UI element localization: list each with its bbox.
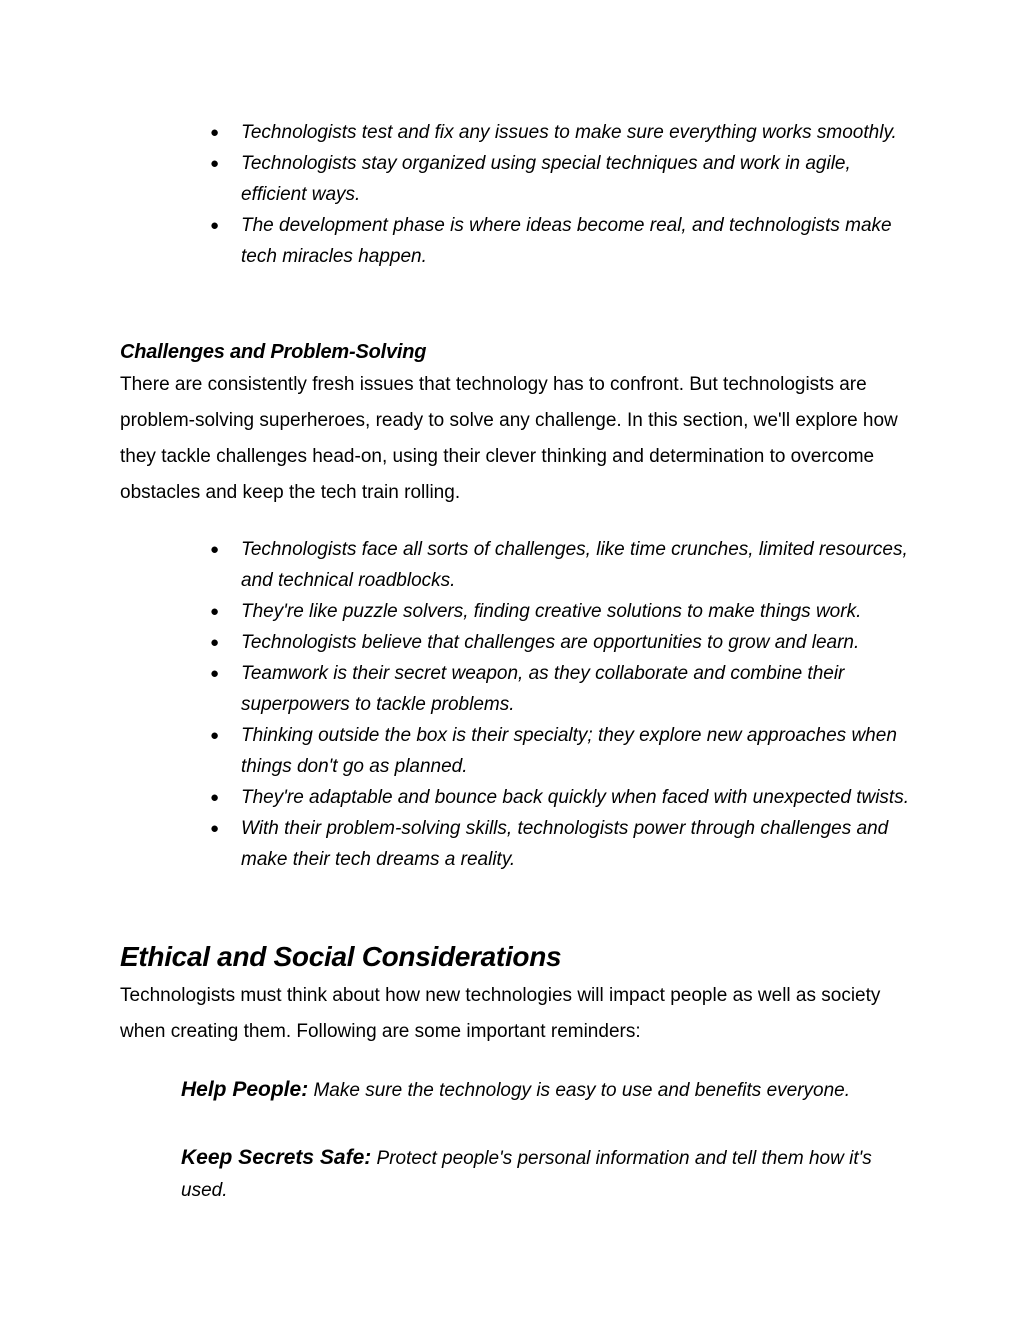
bullet-icon: ●	[210, 155, 220, 172]
bullet-icon: ●	[210, 541, 220, 558]
challenges-heading: Challenges and Problem-Solving	[120, 341, 427, 363]
bullet-icon: ●	[210, 124, 220, 141]
list-item-text: Technologists face all sorts of challenges, like time crunches, limited resources, and technical roadblocks.	[241, 539, 908, 591]
list-item-text: The development phase is where ideas become real, and technologists make tech miracles happen.	[241, 215, 892, 267]
list-item	[210, 782, 910, 813]
list-item	[210, 658, 910, 720]
consideration-text: Make sure the technology is easy to use and benefits everyone.	[308, 1080, 851, 1101]
consideration-term: Keep Secrets Safe:	[181, 1146, 372, 1169]
ethics-heading: Ethical and Social Considerations	[120, 941, 562, 972]
list-item	[210, 117, 910, 148]
list-item	[210, 210, 910, 272]
bullet-icon: ●	[210, 634, 220, 651]
list-item-text: With their problem-solving skills, technologists power through challenges and make their tech dreams a reality.	[241, 818, 889, 870]
challenges-paragraph: There are consistently fresh issues that technology has to confront. But technologists are problem-solving superheroes, ready to solve any challenge. In this section, we'll explore how they tackle challenges head-on, using their clever thinking and determination to overcome obstacles and keep the tech train rolling.	[120, 374, 898, 503]
consideration-text: Protect people's personal information and tell them how it's used.	[181, 1148, 872, 1201]
ethics-paragraph: Technologists must think about how new technologies will impact people as well as society when creating them. Following are some important reminders:	[120, 985, 881, 1042]
consideration-help-people	[181, 1074, 901, 1107]
list-item-text: They're like puzzle solvers, finding creative solutions to make things work.	[241, 601, 862, 622]
bullet-icon: ●	[210, 603, 220, 620]
list-item	[210, 596, 910, 627]
consideration-keep-secrets-safe	[181, 1142, 901, 1207]
challenges-bullet-list	[210, 534, 910, 875]
list-item	[210, 627, 910, 658]
list-item-text: Technologists test and fix any issues to make sure everything works smoothly.	[241, 122, 897, 143]
list-item	[210, 148, 910, 210]
list-item	[210, 534, 910, 596]
list-item-text: Technologists stay organized using special techniques and work in agile, efficient ways.	[241, 153, 851, 205]
bullet-icon: ●	[210, 217, 220, 234]
development-bullet-list	[210, 117, 910, 272]
bullet-icon: ●	[210, 727, 220, 744]
list-item	[210, 813, 910, 875]
bullet-icon: ●	[210, 820, 220, 837]
bullet-icon: ●	[210, 789, 220, 806]
list-item-text: Technologists believe that challenges are opportunities to grow and learn.	[241, 632, 860, 653]
bullet-icon: ●	[210, 665, 220, 682]
list-item	[210, 720, 910, 782]
list-item-text: Teamwork is their secret weapon, as they collaborate and combine their superpowers to tackle problems.	[241, 663, 845, 715]
list-item-text: They're adaptable and bounce back quickly when faced with unexpected twists.	[241, 787, 909, 808]
consideration-term: Help People:	[181, 1078, 309, 1101]
list-item-text: Thinking outside the box is their specialty; they explore new approaches when things don't go as planned.	[241, 725, 897, 777]
